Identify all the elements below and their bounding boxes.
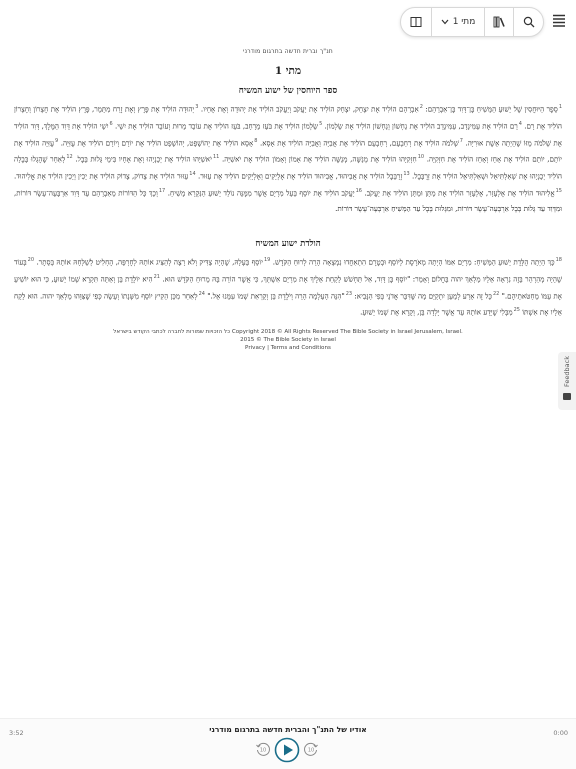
verse-text[interactable]: בְּעוֹד שֶׁהָיָה מְהַרְהֵר בָּזֶה נִרְאָה אֵלָיו מַלְאַךְ יהוה בַּחֲלוֹם וְאָמַר: "יוֹסֵף בֶּן דָּוִד, אַל תַּחְשֹׁשׁ לָקַחַת אֵלֶיךָ אֶת מִרְיָם אִשְׁתְּךָ, כִּי אֲשֶׁר הוֹרָה בָּהּ מֵרוּחַ הַקֹּדֶשׁ הוּא. — [14, 257, 562, 284]
verse-number: 18 — [555, 257, 562, 263]
verse-text[interactable]: יְהוּדָה הוֹלִיד אֶת פֶּרֶץ וְאֶת זֶרַח מִתָּמָר, פֶּרֶץ הוֹלִיד אֶת חֶצְרוֹן וְחֶצְרוֹן הוֹלִיד אֶת רָם. — [14, 104, 562, 131]
top-toolbar — [0, 0, 576, 42]
verse-number: 16 — [355, 187, 362, 194]
verse-number: 1 — [558, 104, 562, 110]
verse-text[interactable]: יַעֲקֹב הוֹלִיד אֶת יוֹסֵף בַּעַל מִרְיָם אֲשֶׁר מִמֶּנָּה נוֹלַד יֵשׁוּעַ הַנִּקְרָא מָשִׁיחַ. — [167, 188, 355, 198]
verse-number: 23 — [345, 290, 353, 297]
verse-paragraph — [14, 253, 562, 320]
columns-button[interactable] — [401, 8, 431, 36]
verse-text[interactable]: "הִנֵּה הָעַלְמָה הָרָה וְיֹלֶדֶת בֵּן וְקָרְאַת שְׁמוֹ עִמָּנוּ אֵל." — [207, 290, 345, 300]
verse-text[interactable]: יוֹסֵף בַּעְלָהּ, שֶׁהָיָה צַדִּיק וְלֹא רָצָה לְהַצִּיג אוֹתָהּ לְחֶרְפָּה, הֶחְלִיט לְשַׁלְּחָהּ אוֹתָהּ בְּסֵתֶר. — [36, 257, 263, 267]
verse-text[interactable]: חִזְקִיָּהוּ הוֹלִיד אֶת מְנַשֶּׁה, מְנַשֶּׁה הוֹלִיד אֶת אָמוֹן וְאָמוֹן הוֹלִיד אֶת יֹאשִׁיָּה. — [221, 154, 417, 164]
section-heading: הולדת ישוע המשיח — [255, 239, 321, 249]
verse-number: 3 — [195, 104, 199, 110]
verse-text[interactable]: סֵפֶר הַיּוּחֲסִין שֶׁל יֵשׁוּעַ הַמָּשִׁיחַ בֶּן־דָּוִד בֶּן־אַבְרָהָם: — [425, 104, 558, 114]
audio-duration: 3:52 — [9, 729, 24, 737]
verse-text[interactable]: כָּךְ הָיְתָה הֻלֶּדֶת יֵשׁוּעַ הַמָּשִׁיחַ: מִרְיָם אִמּוֹ הָיְתָה מְאֹרֶסֶת לְיוֹסֵף וּבְטֶרֶם הִתְאַחֲדוּ נִמְצְאָה הָרָה לְרוּחַ הַקֹּדֶשׁ. — [272, 257, 555, 267]
verse-number: 7 — [459, 137, 463, 144]
verse-text[interactable]: כָּל זֶה אֵרַע לְמַעַן יִתְקַיֵּם מָה שֶּׁדִּבֵּר אֲדֹנָי בְּפִי הַנָּבִיא: — [354, 290, 492, 300]
chapter-selector-label: מתי 1 — [452, 17, 476, 27]
verse-text[interactable]: עַזּוּר הוֹלִיד אֶת צָדוֹק, צָדוֹק הוֹלִיד אֶת יָכִין וְיָכִין הוֹלִיד אֶת אֱלִיהוּד. — [14, 171, 189, 181]
terms-link[interactable]: Terms and Conditions — [270, 345, 331, 352]
play-icon[interactable] — [274, 737, 300, 763]
library-button[interactable] — [485, 8, 513, 36]
verse-text[interactable]: זְרֻבָּבֶל הוֹלִיד אֶת אֲבִיהוּד, אֲבִיהוּד הוֹלִיד אֶת אֶלְיָקִים וְאֶלְיָקִים הוֹלִיד אֶת עַזּוּר. — [197, 171, 403, 181]
verse-number: 22 — [492, 290, 500, 297]
verse-number: 15 — [555, 187, 562, 194]
chevron-down-icon — [441, 19, 449, 25]
chapter-title: מתי 1 — [274, 65, 302, 77]
verse-number: 21 — [153, 273, 160, 280]
verse-number: 4 — [518, 120, 522, 127]
verse-number: 8 — [254, 137, 258, 144]
search-button[interactable] — [514, 8, 543, 36]
audio-player — [0, 718, 576, 769]
verse-number: 25 — [513, 307, 520, 314]
verse-number: 6 — [109, 120, 113, 127]
verse-text[interactable]: עֻזִּיָּה הוֹלִיד אֶת יוֹתָם, יוֹתָם הוֹלִיד אֶת אָחָז וְאָחָז הוֹלִיד אֶת חִזְקִיָּה. — [14, 137, 562, 164]
verse-number: 12 — [66, 154, 73, 161]
skip-forward-label: 10 — [307, 747, 315, 754]
verse-number: 20 — [27, 257, 35, 263]
verse-number: 14 — [189, 171, 196, 178]
feedback-label: Feedback — [563, 356, 571, 387]
search-icon — [523, 16, 535, 28]
audio-elapsed: 0:00 — [553, 729, 568, 737]
section-heading: ספר היוחסין של ישוע המשיח — [238, 86, 338, 96]
verse-text[interactable]: אֱלִיהוּד הוֹלִיד אֶת אֶלְעָזָר, אֶלְעָזָר הוֹלִיד אֶת מַתָּן וּמַתָּן הוֹלִיד אֶת יַעֲקֹב. — [364, 188, 555, 198]
copyright-year-line: 2015 © The Bible Society in Israel — [240, 337, 336, 344]
columns-icon — [410, 16, 422, 28]
verse-text[interactable]: וְכָךְ כָּל הַדּוֹרוֹת מֵאַבְרָהָם עַד דָּוִד אַרְבָּעָה־עָשָׂר דּוֹרוֹת, וּמִדָּוִד עַד גָּלוּת בָּבֶל אַרְבָּעָה־עָשָׂר דּוֹרוֹת, וּמִגָּלוּת בָּבֶל עַד הַמָּשִׁיחַ אַרְבָּעָה־עָשָׂר דּוֹרוֹת. — [14, 188, 562, 213]
verse-text[interactable]: יִשַׁי הוֹלִיד אֶת דָּוִד הַמֶּלֶךְ, דָּוִד הוֹלִיד אֶת שְׁלֹמֹה מֵזּוֹ שֶׁהָיְתָה אֵשֶׁת אוּרִיָּה. — [14, 121, 562, 147]
verse-number: 10 — [417, 154, 425, 161]
audio-title: אודיו של התנ"ך והברית חדשה בתרגום מודרני — [209, 725, 367, 734]
verse-text[interactable]: רָם הוֹלִיד אֶת עַמִּינָדָב, עַמִּינָדָב הוֹלִיד אֶת נַחְשׁוֹן וְנַחְשׁוֹן הוֹלִיד אֶת שַׂלְמוֹן. — [324, 121, 518, 131]
verse-number: 17 — [158, 187, 166, 194]
menu-icon[interactable] — [551, 12, 567, 28]
verse-text[interactable]: אָסָא הוֹלִיד אֶת יְהוֹשָׁפָט, יְהוֹשָׁפָט הוֹלִיד אֶת יוֹרָם וְיוֹרָם הוֹלִיד אֶת עֻזִּיָּה. — [60, 137, 254, 147]
feedback-tab[interactable] — [558, 352, 576, 410]
skip-forward-10-icon[interactable] — [303, 741, 319, 757]
verse-number: 2 — [419, 104, 423, 110]
copyright-notice — [14, 328, 562, 352]
book-header: תנ"ך וברית חדשה בתרגום מודרני — [243, 48, 333, 55]
skip-back-10-icon[interactable] — [255, 741, 271, 757]
copyright-line: כל הזכויות שמורות לחברה לכתבי הקודש בישראל Copyright 2018 © All Rights Reserved The Bible Society in Israel Jerusalem, Israel. — [113, 329, 463, 336]
verse-text[interactable]: לְאַחַר שֶׁהֻגְלוּ בָּבֶלָה הוֹלִיד יְכָנְיָהוּ אֶת שְׁאַלְתִּיאֵל וּשְׁאַלְתִּיאֵל הוֹלִיד אֶת זְרֻבָּבֶל. — [14, 154, 562, 181]
verse-number: 24 — [198, 290, 205, 297]
verse-text[interactable]: יֹאשִׁיָּהוּ הוֹלִיד אֶת יְכָנְיָהוּ וְאֶת אֶחָיו בִּימֵי גָּלוּת בָּבֶל. — [75, 154, 212, 164]
verse-text[interactable]: מִבְּלִי שֶׁיֵּדַע אוֹתָהּ עַד אֲשֶׁר יָלְדָה בֵּן, וְקָרָא אֶת שְׁמוֹ יֵשׁוּעַ. — [360, 307, 513, 317]
verse-number: 19 — [263, 257, 271, 263]
privacy-link[interactable]: Privacy — [245, 345, 266, 352]
verse-number: 5 — [319, 120, 323, 127]
verse-number: 11 — [212, 154, 220, 161]
verse-text[interactable]: אַבְרָהָם הוֹלִיד אֶת יִצְחָק, יִצְחָק הוֹלִיד אֶת יַעֲקֹב וְיַעֲקֹב הוֹלִיד אֶת יְהוּדָה וְאֶת אֶחָיו. — [200, 104, 419, 114]
reader-controls — [400, 7, 544, 37]
verse-number: 9 — [55, 137, 59, 144]
verse-paragraph — [14, 100, 562, 216]
skip-back-label: 10 — [259, 747, 267, 754]
chapter-content — [14, 44, 562, 352]
link-separator: | — [267, 345, 269, 352]
verse-number: 13 — [403, 171, 410, 178]
verse-text[interactable]: לְאַחַר מִכֵּן הֵקִיץ יוֹסֵף מִשְּׁנָתוֹ וְעָשָׂה כְּפִי שֶׁצִּוָּהוּ מַלְאַךְ יהוה. הוּא לָקַח אֵלָיו אֶת אִשְׁתּוֹ — [14, 290, 562, 317]
chapter-selector[interactable] — [432, 8, 484, 36]
feedback-icon — [563, 393, 571, 400]
verse-text[interactable]: שַׂלְמוֹן הוֹלִיד אֶת בֹּעַז מֵרָחָב, בֹּעַז הוֹלִיד אֶת עוֹבֵד מֵרוּת וְעוֹבֵד הוֹלִיד אֶת יִשַׁי. — [114, 121, 319, 131]
library-icon — [493, 16, 506, 28]
verse-text[interactable]: הִיא יוֹלֶדֶת בֵּן וְאַתָּה תִּקְרָא שְׁמוֹ יֵשׁוּעַ, כִּי הוּא יוֹשִׁיעַ אֶת עַמּוֹ מֵחַטֹּאתֵיהֶם." — [14, 274, 562, 300]
verse-text[interactable]: שְׁלֹמֹה הוֹלִיד אֶת רְחַבְעָם, רְחַבְעָם הוֹלִיד אֶת אֲבִיָּה וַאֲבִיָּה הוֹלִיד אֶת אָסָא. — [259, 137, 459, 147]
